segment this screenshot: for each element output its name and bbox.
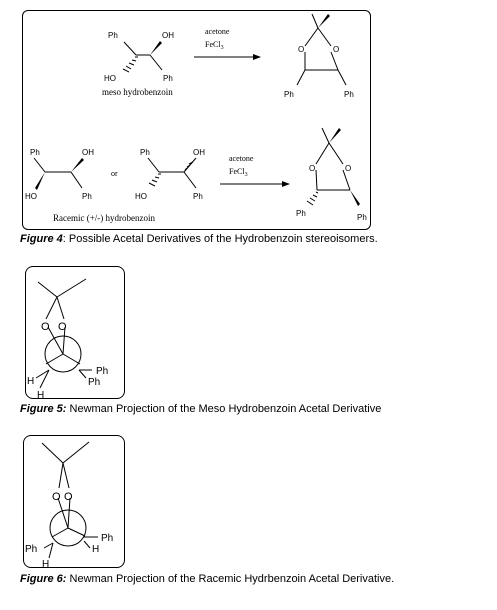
racemic-enantiomer-a — [34, 158, 84, 190]
racemic-b-ph: Ph — [140, 148, 150, 157]
figure-4-caption-text: : Possible Acetal Derivatives of the Hydrobenzoin stereoisomers. — [62, 233, 378, 245]
racemic-product-o-right: O — [345, 164, 352, 173]
racemic-a-oh: OH — [82, 148, 94, 157]
fig5-ph-bottom: Ph — [88, 377, 101, 388]
racemic-a-ph: Ph — [30, 148, 40, 157]
figure-4-scheme — [0, 0, 497, 240]
racemic-product-ph-left: Ph — [296, 209, 306, 218]
racemic-a-ho: HO — [25, 192, 37, 201]
figure-4-caption-label: Figure 4 — [20, 233, 63, 245]
meso-ph-right: Ph — [163, 74, 173, 83]
fig6-o-left: O — [52, 491, 61, 503]
racemic-product-ph-right: Ph — [357, 213, 367, 222]
racemic-b-ho: HO — [135, 192, 147, 201]
racemic-a-ph2: Ph — [82, 192, 92, 201]
meso-product-o-right: O — [333, 45, 340, 54]
meso-ho-left: HO — [104, 74, 116, 83]
meso-hydrobenzoin-structure — [123, 41, 162, 72]
fig5-ph-top: Ph — [96, 366, 109, 377]
figure-6-newman — [0, 430, 140, 570]
racemic-or: or — [111, 169, 118, 178]
meso-product-ph-left: Ph — [284, 90, 294, 99]
racemic-name: Racemic (+/-) hydrobenzoin — [53, 213, 156, 223]
fig5-o-left: O — [41, 321, 50, 333]
meso-oh-right: OH — [162, 31, 174, 40]
racemic-b-ph2: Ph — [193, 192, 203, 201]
figure-6-caption-label: Figure 6: — [20, 573, 67, 585]
figure-5-newman — [0, 260, 140, 410]
figure-6-caption — [20, 573, 394, 585]
meso-product-o-left: O — [298, 45, 305, 54]
racemic-product-o-left: O — [309, 164, 316, 173]
fig6-ph-left: Ph — [25, 544, 38, 555]
racemic-enantiomer-b — [148, 158, 196, 188]
fig5-h-bottom: H — [37, 390, 45, 401]
fig6-h-bottom: H — [42, 559, 50, 570]
figure-6-caption-text: Newman Projection of the Racemic Hydrbenzoin Acetal Derivative. — [66, 573, 395, 585]
fig5-h-left: H — [27, 376, 35, 387]
figure-4-caption — [20, 233, 378, 245]
fig6-o-right: O — [64, 491, 73, 503]
figure-5-caption-label: Figure 5: — [20, 403, 67, 415]
fig6-ph-right: Ph — [101, 533, 114, 544]
figure-5-caption-text: Newman Projection of the Meso Hydrobenzoin Acetal Derivative — [66, 403, 382, 415]
meso-reagent-acetone: acetone — [205, 27, 230, 36]
figure-5-caption — [20, 403, 381, 415]
meso-product-ph-right: Ph — [344, 90, 354, 99]
racemic-reagent-fecl3: FeCl$_3$ — [229, 167, 248, 178]
fig5-o-right: O — [58, 321, 67, 333]
meso-name: meso hydrobenzoin — [102, 87, 173, 97]
meso-ph-left: Ph — [108, 31, 118, 40]
racemic-reagent-acetone: acetone — [229, 154, 254, 163]
racemic-b-oh: OH — [193, 148, 205, 157]
fig6-h-right: H — [92, 544, 100, 555]
meso-reagent-fecl3: FeCl$_3$ — [205, 40, 224, 51]
